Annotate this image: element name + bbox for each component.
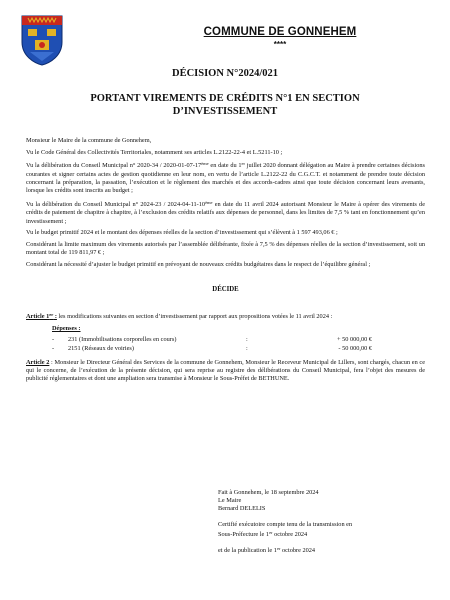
mayor-role: Le Maire bbox=[218, 497, 242, 505]
vu2-text-c: juillet 2020 donnant délégation au Maire à prendre certaines décisions courantes et signer certains actes de gestion quotidienne en leur nom, en vertu de l’article L.2122-22 du C.G.C.T. et notamment de prendre toute décision concernant la préparation, la passation, l’exécution et le règlement des marchés et des accords-cadres ainsi que toute décision concernant leurs avenants, lorsque les crédits sont inscrits au budget ; bbox=[26, 162, 425, 195]
depense-colon: : bbox=[246, 344, 248, 352]
depense-dash: - bbox=[52, 335, 55, 343]
stars-separator: **** bbox=[273, 40, 287, 49]
decision-title-line2: D’INVESTISSEMENT bbox=[172, 105, 278, 117]
depense-colon: : bbox=[246, 335, 248, 343]
signature-block bbox=[218, 489, 418, 555]
depense-label: 2151 (Réseaux de voiries) bbox=[68, 344, 134, 352]
vu2-text-b: en date du 1 bbox=[208, 162, 242, 170]
vu2-sup1: ème bbox=[201, 161, 209, 167]
article-2 bbox=[26, 359, 425, 384]
cert2-sup: er bbox=[269, 529, 273, 535]
article-2-text: : Monsieur le Directeur Général des Services de la commune de Gonnehem, Monsieur le Receveur Municipal de Lillers, sont chargés, chacun en ce qui le concerne, de l’exécution de la présente décision, qui sera reprise au registre des délibérations du Conseil Municipal, fera l’objet des mesures de publicité réglementaires et dont une ampliation sera transmise à Monsieur le Sous-Préfet de BETHUNE. bbox=[26, 358, 425, 383]
cert2-text-a: Sous-Préfecture le 1 bbox=[218, 530, 270, 538]
considerant-limit-paragraph: Considérant la limite maximum des virements autorisés par l’assemblée délibérante, fixée à 7,5 % des dépenses réelles de la section d’investissement, soit un montant total de 119 811,97 € ; bbox=[26, 241, 425, 257]
vu-virements-paragraph bbox=[26, 199, 425, 226]
decision-number: DÉCISION N°2024/021 bbox=[171, 68, 278, 79]
certification-line1: Certifié exécutoire compte tenu de la transmission en bbox=[218, 520, 353, 528]
vu3-sup: ème bbox=[205, 200, 213, 205]
vu3-text-a: Vu la délibération du Conseil Municipal n° 2024-23 / 2024-04-11-10 bbox=[26, 201, 206, 208]
depense-amount: - 50 000,00 € bbox=[338, 344, 372, 352]
vu2-sup2: er bbox=[241, 161, 245, 167]
depense-dash: - bbox=[52, 344, 55, 352]
article-1-label-a: Article 1 bbox=[26, 312, 50, 320]
decision-title-line1: PORTANT VIREMENTS DE CRÉDITS N°1 EN SECTION bbox=[90, 93, 360, 104]
article-1-label-sup: er bbox=[49, 311, 54, 317]
considerant-necessity-paragraph: Considérant la nécessité d’ajuster le budget primitif en prévoyant de nouveaux crédits budgétaires dans le respect de l’équilibre général ; bbox=[26, 261, 371, 268]
pub-sup: er bbox=[276, 546, 281, 552]
article-1 bbox=[26, 311, 425, 321]
decision-title bbox=[60, 93, 390, 118]
cert2-text-b: octobre 2024 bbox=[272, 530, 308, 538]
pub-text-a: et de la publication le 1 bbox=[218, 547, 277, 555]
commune-name: COMMUNE DE GONNEHEM bbox=[203, 26, 357, 38]
mayor-name: Bernard DELELIS bbox=[218, 505, 266, 513]
certification-line2 bbox=[218, 529, 418, 539]
vu3-text-b: en date du 11 avril 2024 autorisant Monsieur le Maire à opérer des virements de crédits de paiement de chapitre à chapitre, à l’exclusion des crédits relatifs aux dépenses de personnel, dans les limites de 7,5 % tant en fonctionnement qu’en investissement ; bbox=[26, 201, 425, 225]
intro-paragraph: Monsieur le Maire de la commune de Gonnehem, bbox=[26, 137, 152, 144]
place-date: Fait à Gonnehem, le 18 septembre 2024 bbox=[218, 489, 319, 496]
article-1-label-b: : bbox=[53, 312, 57, 320]
publication-line bbox=[218, 545, 418, 555]
vu2-text-a: Vu la délibération du Conseil Municipal n° 2020-34 / 2020-01-07-17 bbox=[26, 162, 202, 170]
vu-budget-paragraph: Vu le budget primitif 2024 et le montant des dépenses réelles de la section d’investissement qui s’élèvent à 1 597 493,06 € ; bbox=[26, 229, 338, 237]
decide-heading: DÉCIDE bbox=[212, 286, 239, 294]
depense-row bbox=[52, 345, 425, 354]
pub-text-b: octobre 2024 bbox=[280, 547, 316, 555]
vu-delegation-paragraph bbox=[26, 160, 425, 196]
depenses-label: Dépenses : bbox=[52, 325, 81, 333]
decision-body bbox=[26, 137, 425, 387]
depense-amount: + 50 000,00 € bbox=[336, 335, 372, 343]
coat-of-arms-icon bbox=[20, 14, 64, 66]
article-2-label: Article 2 bbox=[26, 358, 50, 366]
article-1-text: les modifications suivantes en section d’investissement par rapport aux propositions votées le 11 avril 2024 : bbox=[56, 312, 333, 320]
depense-row bbox=[52, 336, 425, 345]
article-1-label bbox=[26, 313, 57, 320]
depense-label: 231 (Immobilisations corporelles en cours) bbox=[68, 335, 177, 343]
vu-cgct-paragraph: Vu le Code Général des Collectivités Territoriales, notamment ses articles L.2122-22-4 et L.5211-10 ; bbox=[26, 148, 283, 156]
